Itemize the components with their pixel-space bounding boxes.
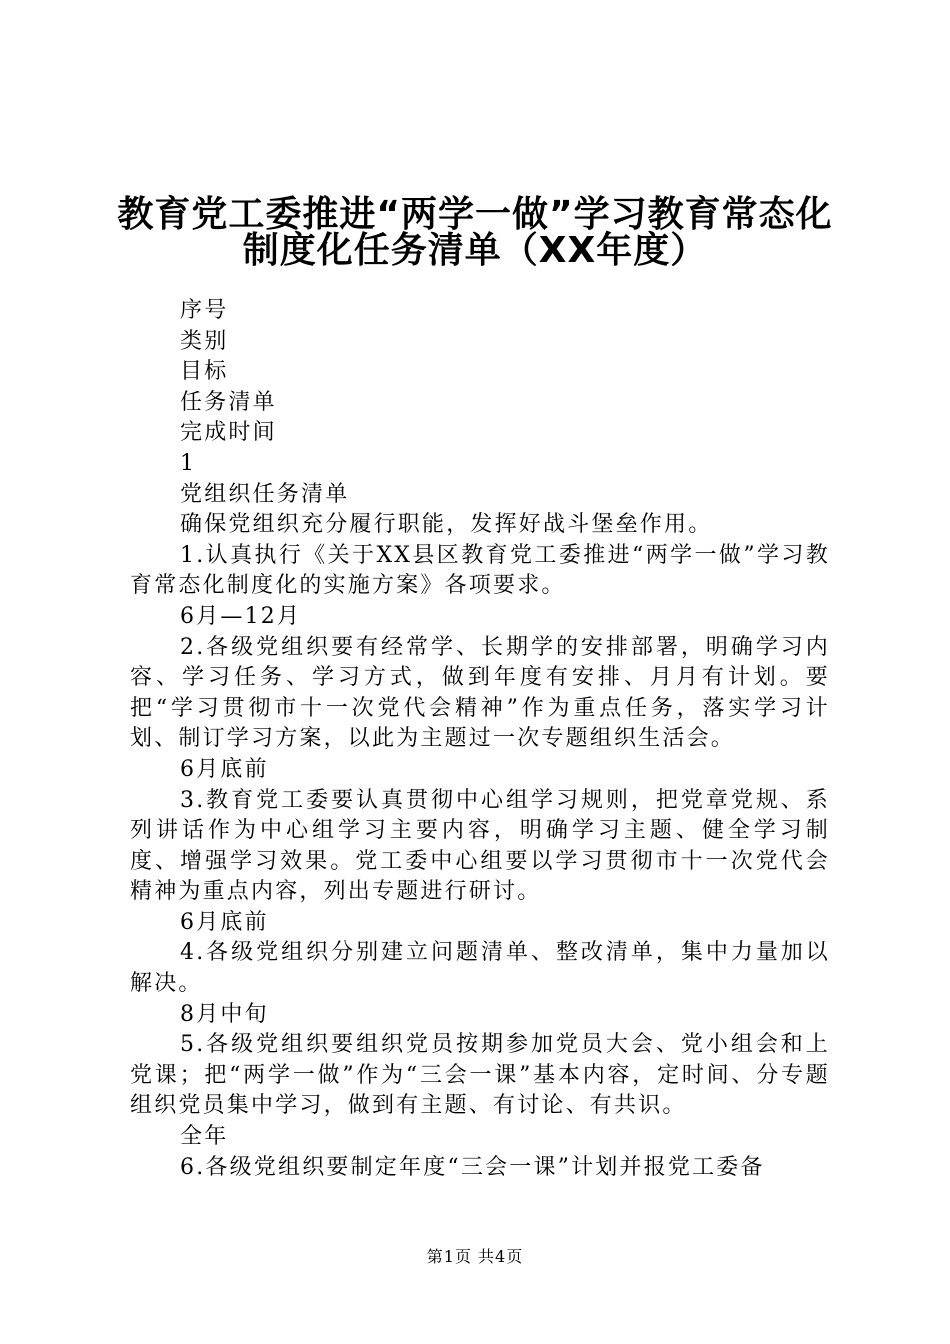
- task-time-3: 6月底前: [180, 909, 269, 935]
- header-completion-time: 完成时间: [180, 420, 277, 446]
- document-title-line-2: 制度化任务清单（XX年度）: [242, 230, 708, 271]
- header-category: 类别: [180, 328, 229, 354]
- row-goal: 确保党组织充分履行职能，发挥好战斗堡垒作用。: [180, 512, 713, 538]
- row-number: 1: [180, 450, 197, 476]
- task-time-2: 6月底前: [180, 756, 269, 782]
- task-item-4: 4.各级党组织分别建立问题清单、整改清单，集中力量加以解决。: [130, 940, 830, 997]
- document-title-line-1: 教育党工委推进“两学一做”学习教育常态化: [117, 194, 833, 235]
- task-item-6: 6.各级党组织要制定年度“三会一课”计划并报党工委备: [180, 1154, 765, 1180]
- task-time-1: 6月—12月: [180, 603, 302, 629]
- task-time-4: 8月中旬: [180, 1001, 269, 1027]
- task-item-2: 2.各级党组织要有经常学、长期学的安排部署，明确学习内容、学习任务、学习方式，做到年度有安排、月月有计划。要把“学习贯彻市十一次党代会精神”作为重点任务，落实学习计划、制订学习方案，以此为主题过一次专题组织生活会。: [130, 634, 830, 752]
- document-body: [130, 296, 830, 1183]
- task-item-5: 5.各级党组织要组织党员按期参加党员大会、党小组会和上党课；把“两学一做”作为“三会一课”基本内容，定时间、分专题组织党员集中学习，做到有主题、有讨论、有共识。: [130, 1032, 830, 1119]
- header-goal: 目标: [180, 359, 229, 385]
- task-item-1: 1.认真执行《关于XX县区教育党工委推进“两学一做”学习教育常态化制度化的实施方案》各项要求。: [130, 542, 830, 599]
- row-category: 党组织任务清单: [180, 481, 350, 507]
- header-serial-number: 序号: [180, 298, 229, 323]
- task-item-3: 3.教育党工委要认真贯彻中心组学习规则，把党章党规、系列讲话作为中心组学习主要内容，明确学习主题、健全学习制度、增强学习效果。党工委中心组要以学习贯彻市十一次党代会精神为重点内容，列出专题进行研讨。: [130, 787, 830, 905]
- page-footer: 第1页 共4页: [426, 1247, 524, 1266]
- header-task-list: 任务清单: [180, 389, 277, 415]
- task-time-5: 全年: [180, 1124, 229, 1150]
